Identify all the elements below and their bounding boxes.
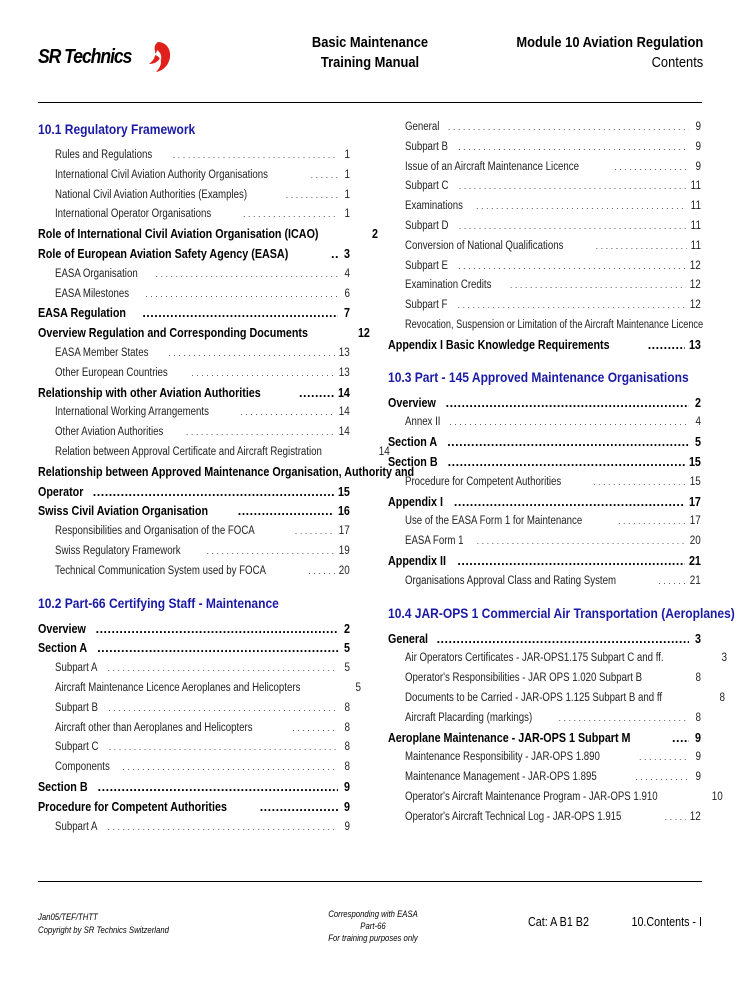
toc-page-number: 14 [378, 445, 390, 458]
toc-dot-leader [186, 423, 335, 443]
toc-page-number: 15 [689, 454, 701, 469]
toc-dot-leader [596, 237, 687, 257]
toc-page-number: 7 [344, 306, 350, 321]
toc-entry-label: Role of European Aviation Safety Agency (EASA) [38, 246, 289, 261]
toc-page-number: 5 [344, 641, 350, 656]
toc-dot-leader [331, 245, 338, 265]
toc-dot-leader [295, 522, 335, 542]
toc-dot-leader [299, 384, 334, 404]
toc-entry[interactable] [388, 118, 701, 138]
toc-dot-leader [458, 138, 689, 158]
toc-entry-label: Operator's Responsibilities - JAR OPS 1.020 Subpart B [405, 672, 643, 685]
toc-entry[interactable] [38, 166, 350, 186]
toc-page-number: 4 [695, 416, 701, 429]
toc-entry[interactable] [38, 146, 350, 166]
toc-page-number: 12 [357, 326, 370, 341]
toc-entry[interactable] [38, 403, 350, 423]
toc-entry[interactable] [38, 285, 350, 305]
toc-entry-label: EASA Form 1 [405, 535, 464, 548]
toc-entry-label: Responsibilities and Organisation of the FOCA [55, 525, 255, 538]
toc-dot-leader [457, 552, 685, 572]
toc-page-number: 13 [338, 346, 350, 359]
toc-page-number: 12 [689, 259, 701, 272]
toc-entry[interactable] [38, 502, 350, 522]
toc-page-number: 13 [689, 337, 701, 352]
toc-entry[interactable] [388, 689, 725, 709]
toc-page-number: 20 [338, 564, 350, 577]
footer-copyright [38, 911, 169, 937]
toc-page-number: 11 [690, 180, 701, 193]
toc-entry[interactable] [388, 630, 701, 650]
toc-dot-leader [108, 659, 338, 679]
toc-page-number: 12 [689, 299, 701, 312]
toc-dot-leader [437, 630, 689, 650]
toc-page-number: 2 [695, 395, 701, 410]
toc-dot-leader [459, 177, 687, 197]
toc-entry[interactable] [388, 788, 723, 808]
toc-page-number: 8 [695, 711, 701, 724]
toc-entry[interactable] [38, 818, 350, 838]
toc-entry[interactable] [388, 808, 701, 828]
toc-page-number: 14 [338, 385, 350, 400]
toc-page-number: 3 [721, 652, 727, 665]
toc-entry-label: International Working Arrangements [55, 406, 209, 419]
toc-entry[interactable] [388, 473, 701, 493]
footer-notice [326, 908, 421, 944]
toc-entry[interactable] [38, 483, 350, 503]
toc-page-number: 5 [355, 681, 362, 694]
toc-dot-leader [93, 483, 334, 503]
toc-page-number: 10 [711, 790, 723, 803]
toc-entry[interactable] [388, 336, 701, 356]
toc-entry[interactable] [38, 542, 350, 562]
toc-dot-leader [665, 808, 687, 828]
toc-dot-leader [108, 699, 338, 719]
toc-entry[interactable] [388, 532, 701, 552]
toc-entry-label: Relation between Approval Certificate and Aircraft Registration [55, 445, 322, 458]
toc-dot-leader [648, 336, 685, 356]
toc-entry[interactable] [38, 562, 350, 582]
toc-entry-label: Section B [38, 779, 88, 794]
toc-entry-label: Subpart D [405, 219, 449, 232]
toc-dot-leader [635, 768, 689, 788]
footer-rule [38, 881, 702, 882]
toc-entry[interactable] [388, 394, 701, 414]
toc-entry-label: Appendix I [388, 494, 443, 509]
toc-page-number: 17 [338, 525, 350, 538]
toc-entry-label: Operator's Aircraft Technical Log - JAR-OPS 1.915 [405, 810, 622, 823]
header-rule [38, 102, 702, 103]
section-spacer [388, 592, 701, 602]
toc-entry[interactable] [38, 798, 350, 818]
toc-entry-label: Issue of an Aircraft Maintenance Licence [405, 160, 579, 173]
module-title [516, 33, 703, 73]
toc-entry-label: Documents to be Carried - JAR-OPS 1.125 Subpart B and ff [405, 691, 663, 704]
section-heading: 10.1 Regulatory Framework [38, 121, 196, 137]
toc-dot-leader [658, 572, 686, 592]
toc-entry[interactable] [388, 453, 701, 473]
toc-entry-label: Subpart A [55, 820, 98, 833]
toc-page-number: 9 [695, 140, 701, 153]
toc-entry-label: Overview [388, 395, 436, 410]
toc-entry[interactable] [388, 276, 701, 296]
toc-entry-label: Aeroplane Maintenance - JAR-OPS 1 Subpart M [388, 730, 631, 745]
toc-dot-leader [448, 453, 685, 473]
toc-entry-label: Appendix I Basic Knowledge Requirements [388, 337, 610, 352]
toc-page-number: 4 [344, 267, 350, 280]
toc-entry-label: Relationship with other Aviation Authorities [38, 385, 261, 400]
toc-entry[interactable] [388, 493, 701, 513]
toc-entry[interactable] [38, 620, 350, 640]
toc-entry-label: Role of International Civil Aviation Organisation (ICAO) [38, 227, 319, 242]
footer-notice-line2: For training purposes only [328, 933, 418, 943]
toc-dot-leader [98, 778, 338, 798]
toc-entry[interactable] [38, 186, 350, 206]
toc-dot-leader [260, 798, 338, 818]
toc-page-number: 11 [690, 219, 701, 232]
toc-dot-leader [311, 166, 338, 186]
toc-entry[interactable] [388, 138, 701, 158]
toc-entry-label: Subpart B [405, 140, 448, 153]
toc-entry[interactable] [38, 778, 350, 798]
toc-entry-label: Aircraft Maintenance Licence Aeroplanes and Helicopters [55, 681, 301, 694]
toc-dot-leader [618, 512, 686, 532]
toc-entry-label: Air Operators Certificates - JAR-OPS1.175 Subpart C and ff. [405, 652, 664, 665]
toc-dot-leader [122, 758, 338, 778]
toc-entry[interactable] [38, 265, 350, 285]
manual-title-line2: Training Manual [320, 54, 420, 71]
toc-page-number: 14 [338, 426, 350, 439]
toc-page-number: 2 [372, 227, 379, 242]
module-title-text: Module 10 Aviation Regulation [516, 34, 703, 51]
toc-dot-leader [446, 394, 689, 414]
toc-page-number: 9 [344, 779, 350, 794]
toc-dot-leader [238, 502, 334, 522]
toc-entry-label: Maintenance Responsibility - JAR-OPS 1.890 [405, 751, 600, 764]
toc-entry[interactable] [388, 552, 701, 572]
toc-entry-label: Procedure for Competent Authorities [38, 799, 227, 814]
toc-entry[interactable] [38, 245, 350, 265]
toc-dot-leader [109, 738, 338, 758]
toc-page-number: 9 [344, 799, 350, 814]
toc-entry[interactable] [388, 649, 727, 669]
logo-bird-icon [146, 40, 172, 74]
toc-entry-label: Section A [388, 435, 438, 450]
toc-dot-leader [614, 158, 689, 178]
toc-dot-leader [145, 285, 338, 305]
toc-entry[interactable] [388, 512, 701, 532]
toc-dot-leader [155, 265, 338, 285]
footer-category: Cat: A B1 B2 [528, 915, 589, 929]
page-header [0, 0, 737, 110]
toc-page-number: 8 [344, 721, 350, 734]
toc-entry-label: Organisations Approval Class and Rating System [405, 574, 617, 587]
toc-dot-leader [593, 473, 686, 493]
toc-entry[interactable] [388, 669, 701, 689]
toc-right-column [388, 118, 735, 828]
toc-page-number: 9 [695, 121, 701, 133]
toc-page-number: 19 [338, 544, 350, 557]
footer-copyright-text: Copyright by SR Technics Switzerland [38, 925, 169, 935]
manual-title-line1: Basic Maintenance [311, 34, 429, 51]
toc-entry[interactable] [38, 225, 379, 245]
toc-page-number: 17 [689, 494, 701, 509]
toc-dot-leader [449, 413, 689, 433]
toc-entry-label: Subpart B [55, 701, 98, 714]
toc-entry[interactable] [388, 709, 701, 729]
toc-page-number: 9 [344, 820, 350, 833]
footer-doc-ref: Jan05/TEF/THTT [38, 912, 98, 922]
toc-entry-label: Use of the EASA Form 1 for Maintenance [405, 515, 583, 528]
toc-page-number: 9 [695, 771, 701, 784]
footer-notice-line1: Corresponding with EASA Part-66 [328, 909, 418, 931]
toc-entry[interactable] [38, 384, 350, 404]
toc-dot-leader [476, 197, 687, 217]
toc-dot-leader [243, 205, 338, 225]
toc-entry-label: Other European Countries [55, 366, 168, 379]
toc-page-number: 9 [695, 730, 701, 745]
toc-page-number: 5 [695, 435, 701, 450]
toc-page-number: 8 [695, 672, 702, 685]
section-heading: 10.2 Part-66 Certifying Staff - Maintenance [38, 594, 279, 611]
toc-page-number: 1 [344, 168, 350, 181]
toc-entry-label: Swiss Civil Aviation Organisation [38, 504, 209, 519]
toc-entry[interactable] [38, 758, 350, 778]
toc-dot-leader [447, 433, 689, 453]
toc-entry[interactable] [38, 719, 350, 739]
section-heading: 10.4 JAR-OPS 1 Commercial Air Transportation (Aeroplanes) [388, 604, 735, 621]
toc-entry[interactable] [388, 237, 701, 257]
toc-entry[interactable] [38, 443, 390, 463]
toc-entry-label: Examination Credits [405, 279, 492, 292]
toc-entry[interactable] [388, 197, 701, 217]
toc-dot-leader [477, 532, 687, 552]
toc-entry-label: General [405, 121, 440, 133]
toc-entry[interactable] [38, 522, 350, 542]
toc-entry-label: Rules and Regulations [55, 149, 153, 161]
toc-page-number: 12 [689, 279, 701, 292]
toc-dot-leader [454, 493, 685, 513]
toc-entry-label: Annex II [405, 416, 441, 429]
toc-page-number: 15 [689, 475, 701, 488]
toc-entry[interactable] [388, 177, 701, 197]
section-heading: 10.3 Part - 145 Approved Maintenance Organisations [388, 368, 689, 385]
toc-dot-leader [639, 748, 689, 768]
toc-entry[interactable] [388, 316, 704, 336]
toc-page-number: 1 [344, 149, 350, 161]
toc-entry-label: Appendix II [388, 553, 446, 568]
toc-entry[interactable] [38, 324, 370, 344]
toc-entry-label: Operator's Aircraft Maintenance Program - JAR-OPS 1.910 [405, 790, 658, 803]
toc-entry-label: International Operator Organisations [55, 208, 212, 221]
logo-text: SR Technics [38, 45, 132, 68]
toc-page-number: 9 [695, 160, 701, 173]
toc-dot-leader [168, 344, 335, 364]
toc-entry-label: International Civil Aviation Authority Organisations [55, 168, 269, 181]
toc-entry-label: Technical Communication System used by FOCA [55, 564, 266, 577]
toc-page-number: 2 [344, 621, 350, 636]
toc-entry[interactable] [388, 413, 701, 433]
toc-entry-label: Subpart C [55, 741, 99, 754]
section-spacer [38, 582, 350, 592]
toc-entry[interactable] [388, 217, 701, 237]
toc-page-number: 14 [338, 406, 350, 419]
toc-dot-leader [173, 146, 338, 166]
toc-dot-leader [558, 709, 689, 729]
toc-dot-leader [142, 304, 338, 324]
section-spacer [388, 356, 701, 366]
toc-entry-label: Section B [388, 454, 438, 469]
toc-entry[interactable] [38, 205, 350, 225]
toc-dot-leader [308, 562, 335, 582]
toc-dot-leader [97, 639, 338, 659]
toc-page-number: 8 [344, 741, 350, 754]
toc-entry-label: Subpart C [405, 180, 449, 193]
toc-entry[interactable] [38, 738, 350, 758]
toc-dot-leader [510, 276, 686, 296]
toc-entry-label: Overview [38, 621, 86, 636]
toc-dot-leader [448, 118, 689, 138]
toc-entry-label: Revocation, Suspension or Limitation of the Aircraft Maintenance Licence [405, 318, 704, 331]
toc-entry[interactable] [38, 364, 350, 384]
toc-entry-label: Relationship between Approved Maintenance Organisation, Authority and [38, 464, 415, 479]
toc-entry-label: EASA Member States [55, 346, 149, 359]
sr-technics-logo [38, 40, 172, 74]
toc-entry-label: National Civil Aviation Authorities (Examples) [55, 188, 248, 201]
toc-entry-label: Components [55, 761, 110, 774]
toc-entry-label: Subpart F [405, 299, 448, 312]
toc-entry[interactable] [38, 699, 350, 719]
page-footer [38, 905, 702, 945]
toc-dot-leader [458, 296, 687, 316]
toc-dot-leader [672, 729, 689, 749]
toc-entry[interactable] [388, 729, 701, 749]
toc-entry[interactable] [388, 296, 701, 316]
footer-page-number: 10.Contents - I [631, 915, 702, 929]
toc-dot-leader [240, 403, 335, 423]
toc-entry-label: Operator [38, 484, 84, 499]
toc-entry-label: Conversion of National Qualifications [405, 239, 564, 252]
toc-dot-leader [458, 257, 686, 277]
toc-entry[interactable] [388, 257, 701, 277]
module-subtitle: Contents [651, 54, 703, 71]
toc-entry[interactable] [388, 158, 701, 178]
toc-page-number: 15 [338, 484, 350, 499]
toc-entry-label: Aircraft Placarding (markings) [405, 711, 533, 724]
toc-page-number: 8 [344, 761, 350, 774]
toc-entry-label: Subpart E [405, 259, 448, 272]
toc-entry-label: Maintenance Management - JAR-OPS 1.895 [405, 771, 597, 784]
toc-page-number: 3 [695, 631, 701, 646]
toc-page-number: 16 [338, 504, 350, 519]
toc-entry-label: Subpart A [55, 662, 98, 675]
toc-dot-leader [191, 364, 335, 384]
toc-dot-leader [96, 620, 338, 640]
toc-page-number: 13 [338, 366, 350, 379]
toc-entry-label: Section A [38, 641, 88, 656]
toc-page-number: 5 [344, 662, 350, 675]
toc-entry[interactable] [38, 423, 350, 443]
toc-dot-leader [286, 186, 338, 206]
toc-dot-leader [459, 217, 687, 237]
toc-entry-label: Overview Regulation and Corresponding Documents [38, 326, 308, 341]
toc-entry[interactable] [388, 433, 701, 453]
toc-entry[interactable] [38, 304, 350, 324]
toc-entry[interactable] [388, 768, 701, 788]
toc-entry-label: Other Aviation Authorities [55, 426, 164, 439]
toc-entry[interactable] [38, 639, 350, 659]
toc-entry[interactable] [38, 679, 362, 699]
toc-entry-label: Examinations [405, 200, 463, 213]
toc-entry-label: Swiss Regulatory Framework [55, 544, 181, 557]
toc-page-number: 9 [695, 751, 701, 764]
toc-dot-leader [292, 719, 338, 739]
toc-page-number: 1 [344, 188, 350, 201]
toc-entry-label: EASA Regulation [38, 306, 127, 321]
toc-page-number: 3 [344, 246, 350, 261]
toc-page-number: 17 [689, 515, 701, 528]
toc-page-number: 21 [689, 574, 701, 587]
toc-page-number: 21 [689, 553, 701, 568]
manual-title [301, 33, 439, 73]
toc-dot-leader [207, 542, 336, 562]
toc-entry[interactable] [38, 659, 350, 679]
toc-entry-label: EASA Organisation [55, 267, 138, 280]
toc-page-number: 11 [690, 239, 701, 252]
toc-page-number: 12 [689, 810, 701, 823]
toc-entry-label: Aircraft other than Aeroplanes and Helicopters [55, 721, 253, 734]
toc-page-number: 11 [690, 200, 701, 213]
toc-entry-label: General [388, 631, 429, 646]
toc-entry[interactable] [388, 572, 701, 592]
toc-entry-label: Procedure for Competent Authorities [405, 475, 562, 488]
toc-page-number: 8 [719, 691, 725, 704]
toc-page-number: 8 [344, 701, 350, 714]
toc-page-number: 1 [344, 208, 350, 221]
toc-page-number: 20 [689, 535, 701, 548]
toc-dot-leader [108, 818, 338, 838]
toc-page-number: 6 [344, 287, 350, 300]
toc-entry[interactable] [388, 748, 701, 768]
toc-entry[interactable] [38, 463, 415, 483]
toc-entry-label: EASA Milestones [55, 287, 130, 300]
toc-entry[interactable] [38, 344, 350, 364]
